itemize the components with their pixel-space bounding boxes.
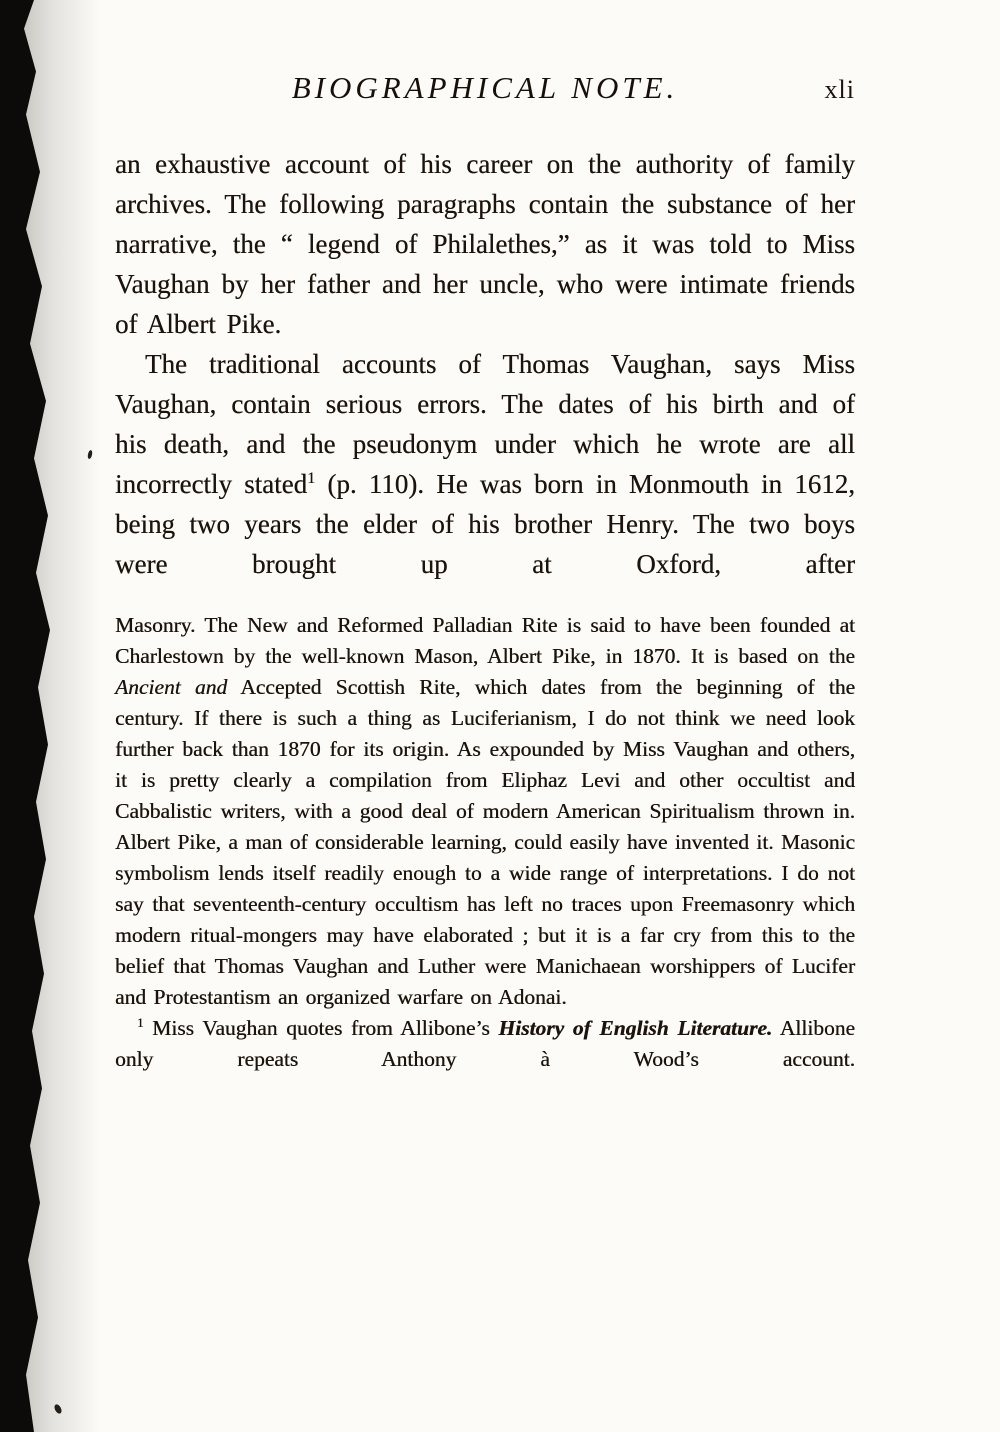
page-content <box>115 70 855 1075</box>
body-paragraph: an exhaustive account of his career on the authority of family archives. The following paragraphs contain the substance of her narrative, the “ legend of Philalethes,” as it was told to Miss Vaughan by her father and her uncle, who were intimate friends of Albert Pike. <box>115 149 855 339</box>
running-title: BIOGRAPHICAL NOTE. <box>291 70 679 105</box>
body-paragraph-text: (p. 110). He was born in Monmouth in 1612, being two years the elder of his brother Henry. The two boys were brought up at Oxford, after <box>115 469 855 579</box>
footnote-text: Masonry. The New and Reformed Palladian Rite is said to have been founded at Charlestown by the well-known Mason, Albert Pike, in 1870. It is based on the <box>115 613 855 668</box>
footnote-continuation <box>115 610 855 1013</box>
footnote-1 <box>115 1013 855 1075</box>
footnote-number: 1 <box>137 1015 144 1030</box>
footnote-book-title: History of English Literature. <box>498 1016 773 1040</box>
page-header <box>115 70 855 116</box>
footnote-text: Miss Vaughan quotes from Allibone’s <box>143 1016 499 1040</box>
footnote-text: Allibone only repeats Anthony à Wood’s account. <box>115 1016 855 1071</box>
footnotes-section <box>115 610 855 1075</box>
footnote-text: Accepted Scottish Rite, which dates from the beginning of the century. If there is such a thing as Luciferianism, I do not think we need look further back than 1870 for its origin. As expounded by Miss Vaughan and others, it is pretty clearly a compilation from Eliphaz Levi and other occultist and Cabbalistic writers, with a good deal of modern American Spiritualism thrown in. Albert Pike, a man of considerable learning, could easily have invented it. Masonic symbolism lends itself readily enough to a wide range of interpretations. I do not say that seventeenth-century occultism has left no traces upon Freemasonry which modern ritual-mongers may have elaborated ; but it is a far cry from this to the belief that Thomas Vaughan and Luther were Manichaean worshippers of Lucifer and Protestantism an organized warfare on Adonai. <box>115 675 856 1009</box>
body-paragraph-text: The traditional accounts of Thomas Vaughan, says Miss Vaughan, contain serious errors. The dates of his birth and of his death, and the pseudonym under which he wrote are all incorrectly stated <box>115 349 855 499</box>
page-number: xli <box>824 75 855 104</box>
footnote-italic-text: Ancient and <box>115 675 228 699</box>
body-text <box>115 144 855 584</box>
body-paragraph <box>115 344 855 584</box>
footnote-reference: 1 <box>307 469 316 487</box>
